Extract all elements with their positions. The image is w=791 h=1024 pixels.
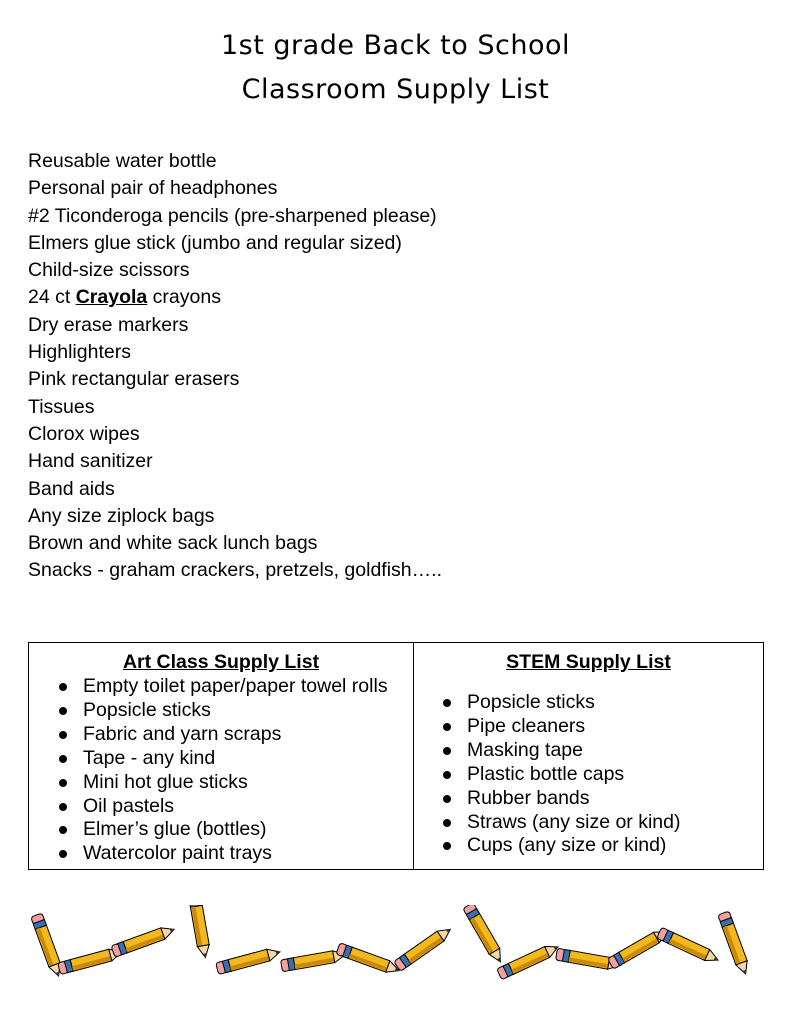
supply-item [28, 448, 442, 475]
supply-item-text: Child-size scissors [28, 259, 190, 282]
supply-item-text: Any size ziplock bags [28, 504, 215, 527]
supply-item [28, 284, 442, 311]
supply-item-text: 24 ct [28, 286, 76, 309]
stem-item-text: Straws (any size or kind) [467, 810, 681, 833]
supply-item-text: Dry erase markers [28, 313, 189, 336]
stem-item-text: Popsicle sticks [467, 691, 595, 713]
supply-item-text: crayons [147, 286, 221, 309]
art-list-item [57, 771, 388, 795]
art-list-item [57, 747, 388, 771]
bullet-icon [443, 771, 451, 779]
art-list-item [57, 675, 388, 699]
supply-item-text: Hand sanitizer [28, 450, 153, 473]
stem-list-item [441, 787, 680, 811]
art-item-text: Empty toilet paper/paper towel rolls [83, 675, 388, 697]
bullet-icon [59, 707, 67, 715]
bullet-icon [443, 842, 451, 850]
stem-item-text: Cups (any size or kind) [467, 834, 667, 857]
stem-list [441, 691, 680, 858]
supply-item-text: Snacks - graham crackers, pretzels, goldfish….. [28, 559, 442, 582]
bullet-icon [59, 803, 67, 811]
supply-item [28, 503, 442, 530]
supply-item [28, 394, 442, 421]
classroom-supply-list [28, 148, 442, 585]
bullet-icon [443, 723, 451, 731]
supply-item-text: Tissues [28, 395, 95, 418]
stem-list-item [441, 715, 680, 739]
art-item-text: Oil pastels [83, 794, 175, 817]
supply-item [28, 366, 442, 393]
pencil-icon [188, 905, 211, 960]
supply-item-text: Brown and white sack lunch bags [28, 532, 318, 555]
bullet-icon [443, 795, 451, 803]
supply-item [28, 230, 442, 257]
art-list-item [57, 699, 388, 723]
pencil-icon [718, 911, 752, 977]
stem-item-text: Masking tape [467, 738, 583, 761]
supply-item-text: Personal pair of headphones [28, 177, 278, 200]
stem-list-item [441, 834, 680, 858]
pencil-icon [111, 923, 177, 957]
page-title-line-2: Classroom Supply List [241, 74, 550, 105]
pencil-icon [463, 905, 506, 966]
supply-item [28, 148, 442, 175]
supply-item [28, 312, 442, 339]
art-item-text: Mini hot glue sticks [83, 770, 248, 793]
art-list-item [57, 723, 388, 747]
stem-item-text: Rubber bands [467, 786, 590, 809]
art-item-text: Popsicle sticks [83, 698, 211, 721]
supply-item [28, 557, 442, 584]
supply-item-text: Highlighters [28, 341, 131, 364]
supply-item-text: Band aids [28, 477, 115, 500]
supply-table [28, 642, 764, 870]
pencil-icon [216, 946, 283, 975]
page-title-line-1: 1st grade Back to School [221, 30, 570, 61]
stem-list-item [441, 811, 680, 835]
art-item-text: Tape - any kind [83, 746, 216, 769]
supply-item [28, 257, 442, 284]
art-list-item [57, 818, 388, 842]
bullet-icon [59, 826, 67, 834]
pencil-icon [336, 943, 402, 977]
stem-list-item [441, 691, 680, 715]
supply-item [28, 530, 442, 557]
art-class-heading: Art Class Supply List [122, 651, 320, 673]
supply-item-text: Elmers glue stick (jumbo and regular sized) [28, 231, 402, 254]
stem-list-item [441, 739, 680, 763]
bullet-icon [59, 683, 67, 691]
supply-item [28, 339, 442, 366]
bullet-icon [59, 755, 67, 763]
supply-item-text: Clorox wipes [28, 422, 140, 445]
stem-list-item [441, 763, 680, 787]
bullet-icon [59, 731, 67, 739]
bullet-icon [443, 747, 451, 755]
bullet-icon [59, 779, 67, 787]
supply-item-text: Reusable water bottle [28, 150, 217, 172]
supply-item-text: #2 Ticonderoga pencils (pre-sharpened please) [28, 204, 437, 227]
pencil-icon [657, 927, 722, 966]
bullet-icon [443, 699, 451, 707]
stem-item-text: Pipe cleaners [467, 714, 586, 737]
art-item-text: Elmer’s glue (bottles) [83, 818, 267, 841]
supply-item [28, 175, 442, 202]
art-item-text: Fabric and yarn scraps [83, 722, 282, 745]
supply-item [28, 421, 442, 448]
pencil-border-decoration [30, 905, 762, 985]
supply-item [28, 476, 442, 503]
supply-item-text: Pink rectangular erasers [28, 368, 240, 391]
pencil-icon [394, 924, 455, 972]
art-list-item [57, 842, 388, 866]
stem-item-text: Plastic bottle caps [467, 762, 625, 785]
supply-item [28, 203, 442, 230]
brand-name: Crayola [75, 286, 148, 309]
art-list-item [57, 795, 388, 819]
pencil-icon [497, 941, 562, 980]
art-class-list [57, 675, 388, 866]
art-item-text: Watercolor paint trays [83, 842, 272, 865]
table-divider [413, 643, 414, 869]
bullet-icon [443, 819, 451, 827]
bullet-icon [59, 850, 67, 858]
stem-heading: STEM Supply List [506, 651, 671, 673]
